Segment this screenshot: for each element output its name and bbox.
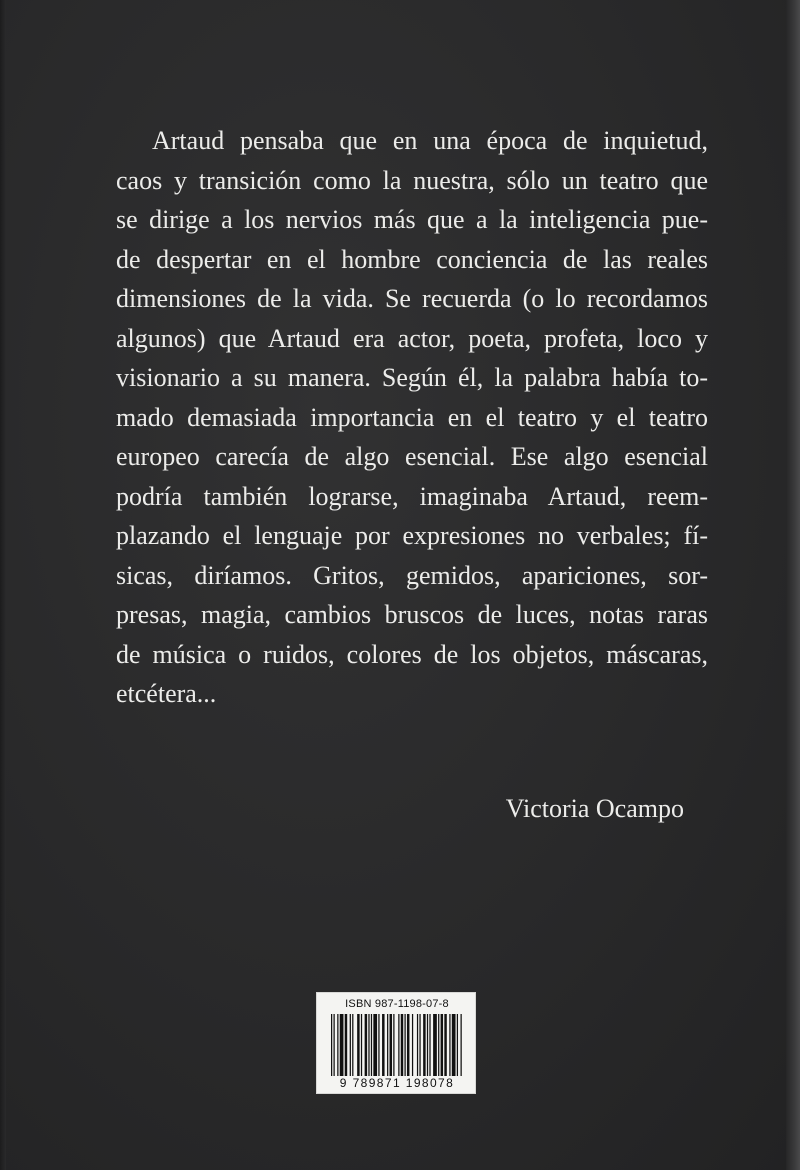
blurb-line: se dirige a los nervios más que a la inteligencia pue- [116,205,708,234]
isbn-label: ISBN 987-1198-07-8 [345,998,449,1010]
blurb-paragraph [116,121,708,714]
blurb-line: presas, magia, cambios bruscos de luces, notas raras [116,600,708,629]
barcode-panel [316,992,476,1094]
blurb-line: europeo carecía de algo esencial. Ese algo esencial [116,442,708,471]
blurb-line: de despertar en el hombre conciencia de las reales [116,244,708,274]
cover-right-edge [786,0,800,1170]
blurb-line: Artaud pensaba que en una época de inquietud, [152,126,708,155]
blurb-line: de música o ruidos, colores de los objetos, máscaras, [116,639,708,669]
cover-left-edge [0,0,6,1170]
barcode-bars [331,1014,463,1076]
blurb-line: dimensiones de la vida. Se recuerda (o lo recordamos [116,284,708,313]
barcode-number: 9 789871 198078 [339,1076,455,1090]
blurb-line: visionario a su manera. Según él, la palabra había to- [116,363,708,392]
blurb-line: etcétera... [116,679,217,708]
blurb-line: podría también lograrse, imaginaba Artaud, reem- [116,481,708,511]
blurb-line: sicas, diríamos. Gritos, gemidos, apariciones, sor- [116,560,708,590]
author-signature: Victoria Ocampo [505,794,684,823]
blurb-line: plazando el lenguaje por expresiones no verbales; fí- [116,521,708,550]
blurb-line: algunos) que Artaud era actor, poeta, profeta, loco y [116,323,708,353]
blurb-line: caos y transición como la nuestra, sólo un teatro que [116,165,708,195]
blurb-line: mado demasiada importancia en el teatro y el teatro [116,402,708,432]
